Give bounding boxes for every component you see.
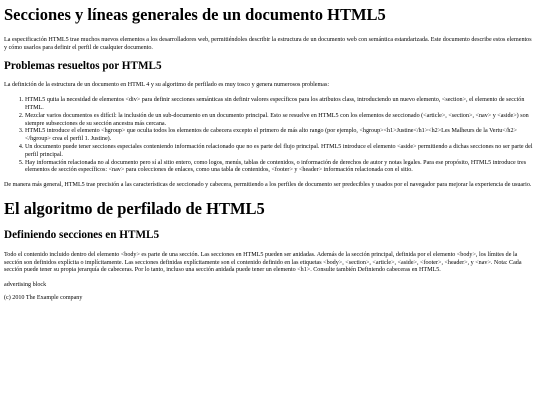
- section-heading-defining: Definiendo secciones en HTML5: [4, 228, 160, 241]
- problems-lead-paragraph: La definición de la estructura de un documento en HTML 4 y su algoritmo de perfilado es muy tosco y genera numerosos problemas:: [4, 82, 330, 89]
- list-item: 5. Hay información relacionada no al documento pero sí al sitio entero, como logos, menús, tablas de contenidos, o información de derechos de autor y notas legales. Para ese propósito, HTML5 introduce tres elementos de sección específicos: <nav> para colecciones de enlaces, como una tabla de contenidos, <footer> y <header> información relacionada con el sitio.: [25, 160, 536, 176]
- list-item: 4. Un documento puede tener secciones especiales conteniendo información relacionado que no es parte del flujo principal. HTML5 introduce el elemento <aside> permitiendo a dichas secciones no ser parte del perfil principal.: [25, 144, 536, 160]
- defining-sections-paragraph: Todo el contenido incluido dentro del elemento <body> es parte de una sección. Las secciones en HTML5 pueden ser anidadas. Además de la sección principal, definida por el elemento <body>, los límites de la sección son definidos explícita o implícitamente. Las secciones definidas explícitamente son el contenido definido en las etiquetas <body>, <section>, <article>, <aside>, <footer>, <header>, y <nav>. Nota: Cada sección puede tener su propia jerarquía de cabeceras. Por lo tanto, incluso una sección anidada puede tener un elemento <h1>. Consulte también Definiendo cabeceras en HTML5.: [4, 251, 522, 274]
- outline-algorithm-title: El algoritmo de perfilado de HTML5: [4, 199, 265, 218]
- intro-paragraph: La especificación HTML5 trae muchos nuevos elementos a los desarrolladores web, permitiéndoles describir la estructura de un documento web con semántica estandarizada. Este documento describe estos elementos y cómo usarlos para definir el perfil de cualquier documento.: [4, 36, 532, 51]
- list-item: 3. HTML5 introduce el elemento <hgroup> que oculta todos los elementos de cabecera excepto el primero de más alto rango (por ejemplo, <hgroup><h1>Justine</h1><h2>Les Malheurs de la Vertu</h2></hgroup> crea el perfil 1. Justine).: [25, 128, 536, 144]
- section-heading-problems: Problemas resueltos por HTML5: [4, 59, 162, 72]
- list-item: 1. HTML5 quita la necesidad de elementos <div> para definir secciones semánticas sin definir valores específicos para los atributos class, introduciendo un nuevo elemento, <section>, el elemento de sección HTML.: [25, 97, 536, 113]
- problems-conclusion-paragraph: De manera más general, HTML5 trae precisión a las características de seccionado y cabecera, permitiendo a los perfiles de documento ser predecibles y usados por el navegador para mejorar la experiencia de usuario.: [4, 182, 532, 189]
- page-title: Secciones y líneas generales de un documento HTML5: [4, 5, 386, 24]
- problems-list: [4, 97, 536, 175]
- advertising-aside: advertising block: [4, 282, 47, 289]
- list-item: 2. Mezclar varios documentos es difícil: la inclusión de un sub-documento en un documento principal. Esto se resuelve en HTML5 con los elementos de seccionado (<article>, <section>, <nav> y <aside>) son siempre subsecciones de su sección ancestra más cercana.: [25, 113, 536, 129]
- page-footer: (c) 2010 The Example company: [4, 295, 83, 302]
